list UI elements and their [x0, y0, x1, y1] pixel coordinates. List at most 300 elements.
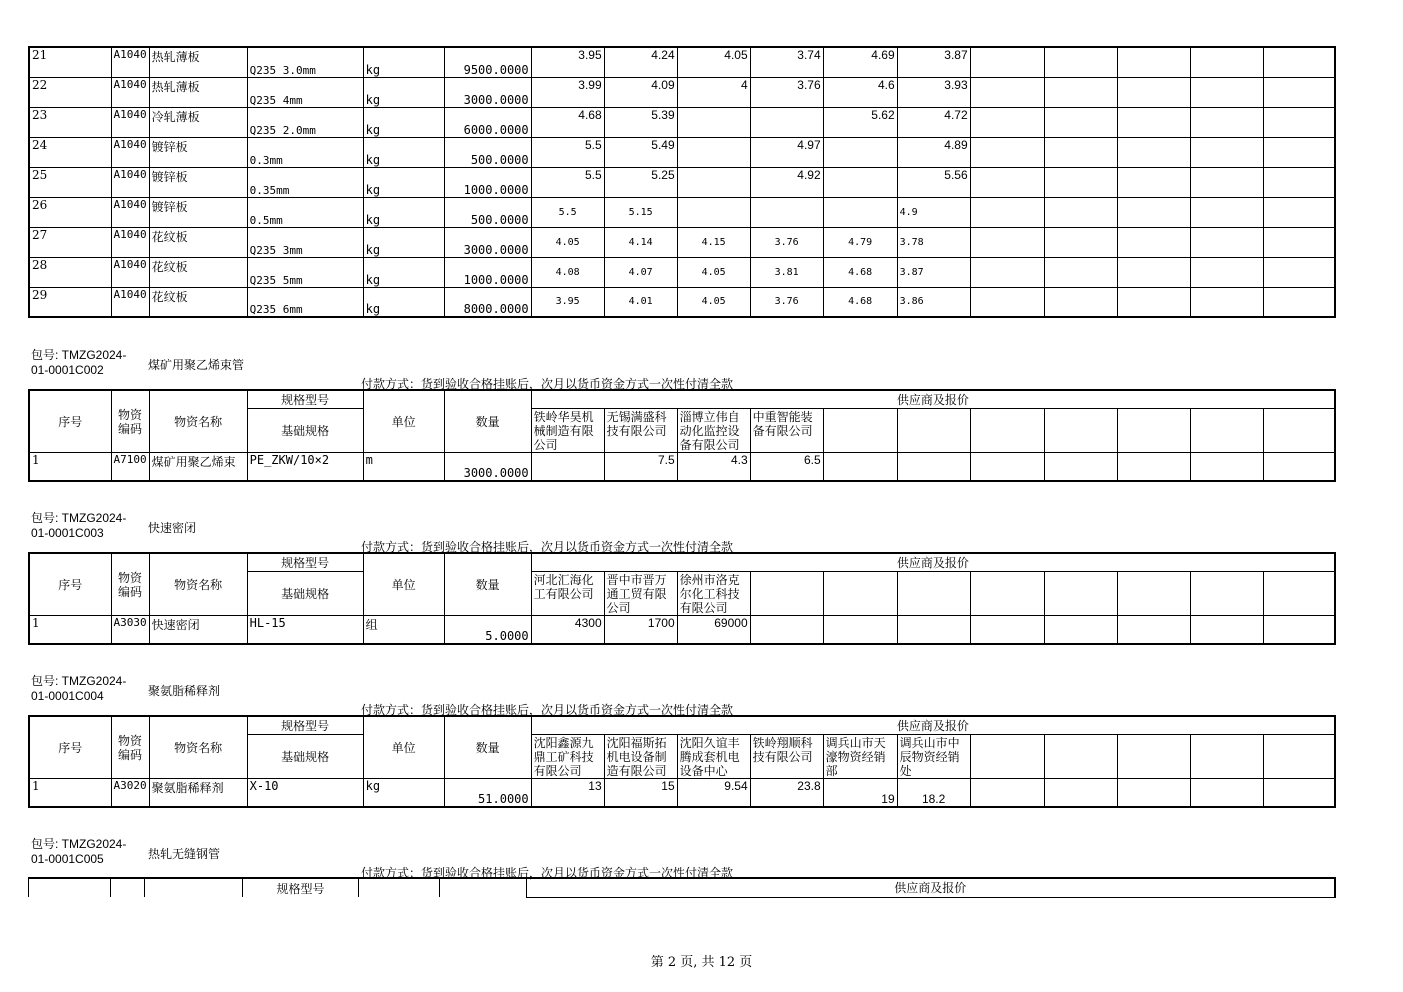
price-cell	[677, 197, 750, 227]
package-title: 快速密闭	[148, 521, 197, 535]
row-code: A1040	[111, 227, 149, 257]
row-name: 镀锌板	[149, 137, 247, 167]
price-cell	[1044, 616, 1117, 644]
price-cell: 7.5	[604, 453, 677, 481]
empty-price-cell	[1263, 107, 1335, 137]
price-cell: 4	[677, 77, 750, 107]
payment-terms: 付款方式：货到验收合格挂账后，次月以货币资金方式一次性付清全款	[361, 377, 734, 391]
price-cell	[677, 137, 750, 167]
row-spec: Q235 2.0mm	[247, 107, 363, 137]
price-cell: 5.5	[531, 197, 604, 227]
price-cell: 23.8	[750, 779, 823, 807]
supplier-name: 中重智能装备有限公司	[750, 409, 823, 453]
empty-price-cell	[970, 107, 1044, 137]
row-unit: kg	[363, 779, 444, 807]
unit-header: 单位	[363, 390, 444, 453]
row-name: 花纹板	[149, 257, 247, 287]
row-name: 冷轧薄板	[149, 107, 247, 137]
row-qty: 5.0000	[444, 616, 531, 644]
price-cell: 19	[823, 779, 897, 807]
table-row	[29, 453, 1335, 481]
unit-header: 单位	[363, 553, 444, 616]
row-seq: 24	[29, 137, 111, 167]
supplier-name	[823, 409, 897, 453]
price-cell	[1263, 616, 1335, 644]
price-cell: 5.39	[604, 107, 677, 137]
row-qty: 8000.0000	[444, 287, 531, 317]
empty-price-cell	[1117, 257, 1190, 287]
row-seq: 26	[29, 197, 111, 227]
row-unit: kg	[363, 167, 444, 197]
table-row	[29, 47, 1335, 77]
empty-price-cell	[970, 47, 1044, 77]
package-number: 包号: TMZG2024- 01-0001C004	[31, 674, 127, 703]
price-cell	[823, 137, 897, 167]
supplier-name	[1190, 572, 1263, 616]
price-cell: 3.95	[531, 47, 604, 77]
row-qty: 3000.0000	[444, 453, 531, 481]
spec-top-header: 规格型号	[247, 716, 363, 735]
price-cell: 5.15	[604, 197, 677, 227]
spec-base-header: 基础规格	[247, 572, 363, 616]
header-row	[29, 716, 1335, 735]
empty-price-cell	[970, 137, 1044, 167]
price-cell: 4.68	[531, 107, 604, 137]
table-row	[29, 257, 1335, 287]
row-spec: Q235 5mm	[247, 257, 363, 287]
empty-price-cell	[1044, 257, 1117, 287]
price-cell	[897, 616, 970, 644]
table-row	[29, 107, 1335, 137]
code-header: 物资编码	[111, 390, 149, 453]
empty-price-cell	[1190, 197, 1263, 227]
row-name: 花纹板	[149, 287, 247, 317]
row-unit: kg	[363, 107, 444, 137]
price-cell: 3.95	[531, 287, 604, 317]
table-row	[29, 197, 1335, 227]
empty-price-cell	[1044, 77, 1117, 107]
price-cell: 4.3	[677, 453, 750, 481]
table-row	[29, 227, 1335, 257]
price-cell	[970, 453, 1044, 481]
row-name: 花纹板	[149, 227, 247, 257]
name-header: 物资名称	[149, 390, 247, 453]
row-spec: 0.5mm	[247, 197, 363, 227]
price-cell	[750, 197, 823, 227]
seq-header: 序号	[29, 716, 111, 779]
package-title: 聚氨脂稀释剂	[148, 684, 221, 698]
spec-base-header: 基础规格	[247, 409, 363, 453]
price-cell	[1117, 779, 1190, 807]
row-code: A1040	[111, 107, 149, 137]
row-seq: 1	[29, 453, 111, 481]
row-code: A1040	[111, 197, 149, 227]
empty-price-cell	[1117, 197, 1190, 227]
spec-top-header: 规格型号	[247, 390, 363, 409]
row-seq: 23	[29, 107, 111, 137]
price-cell: 4.14	[604, 227, 677, 257]
price-cell: 4.97	[750, 137, 823, 167]
empty-price-cell	[1117, 107, 1190, 137]
price-cell: 69000	[677, 616, 750, 644]
row-unit: kg	[363, 47, 444, 77]
price-cell: 4.89	[897, 137, 970, 167]
supplier-name	[897, 409, 970, 453]
price-cell: 4.09	[604, 77, 677, 107]
row-qty: 500.0000	[444, 197, 531, 227]
row-name: 快速密闭	[149, 616, 247, 644]
empty-price-cell	[1044, 137, 1117, 167]
price-cell: 9.54	[677, 779, 750, 807]
price-cell: 3.87	[897, 257, 970, 287]
seq-header-cell	[29, 878, 111, 897]
price-cell	[1190, 453, 1263, 481]
row-spec: 0.3mm	[247, 137, 363, 167]
package-number: 包号: TMZG2024- 01-0001C005	[31, 837, 127, 866]
supplier-name: 沈阳福斯拓机电设备制造有限公司	[604, 735, 677, 779]
row-seq: 25	[29, 167, 111, 197]
empty-price-cell	[970, 167, 1044, 197]
price-cell: 4300	[531, 616, 604, 644]
supplier-header: 供应商及报价	[531, 716, 1335, 735]
qty-header: 数量	[444, 553, 531, 616]
price-cell: 4.08	[531, 257, 604, 287]
supplier-name: 徐州市洛克尔化工科技有限公司	[677, 572, 750, 616]
supplier-name	[970, 409, 1044, 453]
supplier-name	[970, 572, 1044, 616]
supplier-name	[1117, 735, 1190, 779]
price-cell: 4.92	[750, 167, 823, 197]
empty-price-cell	[1190, 227, 1263, 257]
empty-price-cell	[970, 287, 1044, 317]
row-unit: m	[363, 453, 444, 481]
row-code: A1040	[111, 257, 149, 287]
name-header: 物资名称	[149, 553, 247, 616]
row-seq: 28	[29, 257, 111, 287]
row-name: 热轧薄板	[149, 77, 247, 107]
unit-header: 单位	[363, 716, 444, 779]
table-row	[29, 137, 1335, 167]
supplier-name	[1190, 409, 1263, 453]
price-cell: 5.5	[531, 137, 604, 167]
qty-header: 数量	[444, 716, 531, 779]
row-unit: kg	[363, 197, 444, 227]
price-cell	[823, 197, 897, 227]
qty-header-cell	[440, 878, 527, 897]
row-code: A1040	[111, 47, 149, 77]
price-cell	[677, 107, 750, 137]
empty-price-cell	[1117, 47, 1190, 77]
empty-price-cell	[970, 227, 1044, 257]
row-code: A7100	[111, 453, 149, 481]
price-cell: 4.6	[823, 77, 897, 107]
empty-price-cell	[1263, 77, 1335, 107]
table-row	[29, 287, 1335, 317]
price-cell	[970, 779, 1044, 807]
row-spec: X-10	[247, 779, 363, 807]
supplier-header: 供应商及报价	[531, 553, 1335, 572]
price-cell: 4.68	[823, 257, 897, 287]
supplier-name: 沈阳鑫源九鼎工矿科技有限公司	[531, 735, 604, 779]
supplier-name	[1263, 572, 1335, 616]
supplier-name	[823, 572, 897, 616]
row-code: A1040	[111, 137, 149, 167]
empty-price-cell	[1044, 227, 1117, 257]
empty-price-cell	[1117, 227, 1190, 257]
price-cell: 5.56	[897, 167, 970, 197]
empty-price-cell	[1190, 77, 1263, 107]
price-cell	[1117, 453, 1190, 481]
code-header-cell	[111, 878, 145, 897]
row-code: A1040	[111, 167, 149, 197]
name-header-cell	[145, 878, 243, 897]
price-cell	[750, 107, 823, 137]
row-unit: kg	[363, 77, 444, 107]
row-qty: 3000.0000	[444, 77, 531, 107]
row-seq: 22	[29, 77, 111, 107]
empty-price-cell	[1190, 167, 1263, 197]
package-table	[28, 715, 1336, 808]
supplier-name	[1263, 735, 1335, 779]
header-row	[29, 390, 1335, 409]
supplier-name	[1044, 735, 1117, 779]
empty-price-cell	[970, 257, 1044, 287]
package-table	[28, 389, 1336, 482]
header-row	[29, 553, 1335, 572]
row-spec: Q235 3.0mm	[247, 47, 363, 77]
table-row	[29, 77, 1335, 107]
row-spec: Q235 3mm	[247, 227, 363, 257]
supplier-name: 沈阳久谊丰腾成套机电设备中心	[677, 735, 750, 779]
package-title: 煤矿用聚乙烯束管	[148, 358, 245, 372]
price-cell: 3.81	[750, 257, 823, 287]
row-name: 镀锌板	[149, 167, 247, 197]
price-cell: 3.74	[750, 47, 823, 77]
supplier-name	[1263, 409, 1335, 453]
supplier-name: 河北汇海化工有限公司	[531, 572, 604, 616]
price-cell: 13	[531, 779, 604, 807]
price-cell	[677, 167, 750, 197]
price-cell: 4.24	[604, 47, 677, 77]
price-cell: 3.99	[531, 77, 604, 107]
empty-price-cell	[1044, 197, 1117, 227]
price-cell	[1044, 453, 1117, 481]
seq-header: 序号	[29, 390, 111, 453]
price-cell	[1263, 779, 1335, 807]
table-row	[29, 779, 1335, 807]
supplier-name	[1190, 735, 1263, 779]
price-cell	[823, 167, 897, 197]
price-cell: 6.5	[750, 453, 823, 481]
name-header: 物资名称	[149, 716, 247, 779]
row-name: 煤矿用聚乙烯束	[149, 453, 247, 481]
empty-price-cell	[970, 77, 1044, 107]
price-cell	[823, 616, 897, 644]
payment-terms: 付款方式：货到验收合格挂账后，次月以货币资金方式一次性付清全款	[361, 703, 734, 717]
row-seq: 29	[29, 287, 111, 317]
row-code: A1040	[111, 287, 149, 317]
empty-price-cell	[1117, 137, 1190, 167]
supplier-name: 铁岭华昊机械制造有限公司	[531, 409, 604, 453]
row-qty: 1000.0000	[444, 257, 531, 287]
price-cell	[970, 616, 1044, 644]
price-cell	[531, 453, 604, 481]
empty-price-cell	[1190, 257, 1263, 287]
price-cell: 3.76	[750, 287, 823, 317]
row-qty: 3000.0000	[444, 227, 531, 257]
row-spec: 0.35mm	[247, 167, 363, 197]
price-cell: 3.76	[750, 227, 823, 257]
empty-price-cell	[1190, 107, 1263, 137]
row-unit: kg	[363, 227, 444, 257]
price-cell: 4.9	[897, 197, 970, 227]
price-cell: 4.68	[823, 287, 897, 317]
supplier-name	[750, 572, 823, 616]
row-unit: kg	[363, 257, 444, 287]
price-cell: 5.62	[823, 107, 897, 137]
row-name: 镀锌板	[149, 197, 247, 227]
row-name: 聚氨脂稀释剂	[149, 779, 247, 807]
price-cell: 3.93	[897, 77, 970, 107]
empty-price-cell	[1190, 137, 1263, 167]
empty-price-cell	[1044, 107, 1117, 137]
row-name: 热轧薄板	[149, 47, 247, 77]
package-number: 包号: TMZG2024- 01-0001C003	[31, 511, 127, 540]
package-table	[28, 552, 1336, 645]
row-unit: kg	[363, 137, 444, 167]
empty-price-cell	[1263, 227, 1335, 257]
code-header: 物资编码	[111, 553, 149, 616]
row-qty: 1000.0000	[444, 167, 531, 197]
price-cell: 15	[604, 779, 677, 807]
row-qty: 51.0000	[444, 779, 531, 807]
supplier-name: 晋中市晋万通工贸有限公司	[604, 572, 677, 616]
price-cell	[897, 453, 970, 481]
price-cell	[750, 616, 823, 644]
row-code: A3020	[111, 779, 149, 807]
package-table-partial	[28, 877, 1336, 898]
row-unit: kg	[363, 287, 444, 317]
price-cell	[1263, 453, 1335, 481]
empty-price-cell	[1117, 167, 1190, 197]
spec-top-header: 规格型号	[247, 553, 363, 572]
supplier-name	[1044, 409, 1117, 453]
row-spec: PE_ZKW/10×2	[247, 453, 363, 481]
empty-price-cell	[1263, 47, 1335, 77]
price-cell: 5.49	[604, 137, 677, 167]
row-seq: 21	[29, 47, 111, 77]
row-code: A1040	[111, 77, 149, 107]
qty-header: 数量	[444, 390, 531, 453]
empty-price-cell	[1190, 47, 1263, 77]
empty-price-cell	[1263, 137, 1335, 167]
row-code: A3030	[111, 616, 149, 644]
spec-base-header: 基础规格	[247, 735, 363, 779]
price-cell: 4.05	[531, 227, 604, 257]
row-seq: 1	[29, 616, 111, 644]
row-spec: Q235 4mm	[247, 77, 363, 107]
row-seq: 27	[29, 227, 111, 257]
price-cell: 4.05	[677, 257, 750, 287]
empty-price-cell	[1263, 257, 1335, 287]
price-cell: 4.69	[823, 47, 897, 77]
price-cell: 5.5	[531, 167, 604, 197]
spec-top-header: 规格型号	[243, 878, 359, 897]
empty-price-cell	[1117, 77, 1190, 107]
price-cell	[1117, 616, 1190, 644]
row-qty: 9500.0000	[444, 47, 531, 77]
price-cell: 4.07	[604, 257, 677, 287]
price-cell: 4.05	[677, 287, 750, 317]
page-footer: 第 2 页, 共 12 页	[650, 955, 753, 970]
empty-price-cell	[1044, 167, 1117, 197]
row-qty: 500.0000	[444, 137, 531, 167]
price-cell: 3.76	[750, 77, 823, 107]
price-cell: 3.86	[897, 287, 970, 317]
row-qty: 6000.0000	[444, 107, 531, 137]
supplier-name: 无锡满盛科技有限公司	[604, 409, 677, 453]
row-unit: 组	[363, 616, 444, 644]
price-cell: 4.72	[897, 107, 970, 137]
price-cell: 4.79	[823, 227, 897, 257]
price-cell: 5.25	[604, 167, 677, 197]
price-cell: 1700	[604, 616, 677, 644]
code-header: 物资编码	[111, 716, 149, 779]
row-seq: 1	[29, 779, 111, 807]
price-cell: 3.78	[897, 227, 970, 257]
row-spec: HL-15	[247, 616, 363, 644]
price-cell: 3.87	[897, 47, 970, 77]
price-cell: 4.15	[677, 227, 750, 257]
empty-price-cell	[1044, 287, 1117, 317]
price-cell	[823, 453, 897, 481]
price-cell: 4.05	[677, 47, 750, 77]
supplier-name: 调兵山市中辰物资经销处	[897, 735, 970, 779]
seq-header: 序号	[29, 553, 111, 616]
supplier-name: 铁岭翔顺科技有限公司	[750, 735, 823, 779]
empty-price-cell	[1044, 47, 1117, 77]
empty-price-cell	[1190, 287, 1263, 317]
package-number: 包号: TMZG2024- 01-0001C002	[31, 348, 127, 377]
unit-header-cell	[359, 878, 440, 897]
supplier-name	[970, 735, 1044, 779]
supplier-name: 淄博立伟自动化监控设备有限公司	[677, 409, 750, 453]
table-row	[29, 167, 1335, 197]
price-cell	[1190, 616, 1263, 644]
empty-price-cell	[970, 197, 1044, 227]
price-cell: 18.2	[897, 779, 970, 807]
empty-price-cell	[1263, 287, 1335, 317]
payment-terms: 付款方式：货到验收合格挂账后，次月以货币资金方式一次性付清全款	[361, 866, 734, 880]
supplier-name	[1117, 409, 1190, 453]
supplier-header: 供应商及报价	[531, 390, 1335, 409]
row-spec: Q235 6mm	[247, 287, 363, 317]
supplier-name	[1044, 572, 1117, 616]
supplier-name	[1117, 572, 1190, 616]
price-cell: 4.01	[604, 287, 677, 317]
empty-price-cell	[1117, 287, 1190, 317]
supplier-name	[897, 572, 970, 616]
payment-terms: 付款方式：货到验收合格挂账后，次月以货币资金方式一次性付清全款	[361, 540, 734, 554]
top-items-table	[28, 46, 1336, 318]
empty-price-cell	[1263, 167, 1335, 197]
supplier-header: 供应商及报价	[527, 878, 1335, 897]
supplier-name: 调兵山市天濠物资经销部	[823, 735, 897, 779]
price-cell	[1190, 779, 1263, 807]
table-row	[29, 616, 1335, 644]
package-title: 热轧无缝钢管	[148, 847, 221, 861]
empty-price-cell	[1263, 197, 1335, 227]
